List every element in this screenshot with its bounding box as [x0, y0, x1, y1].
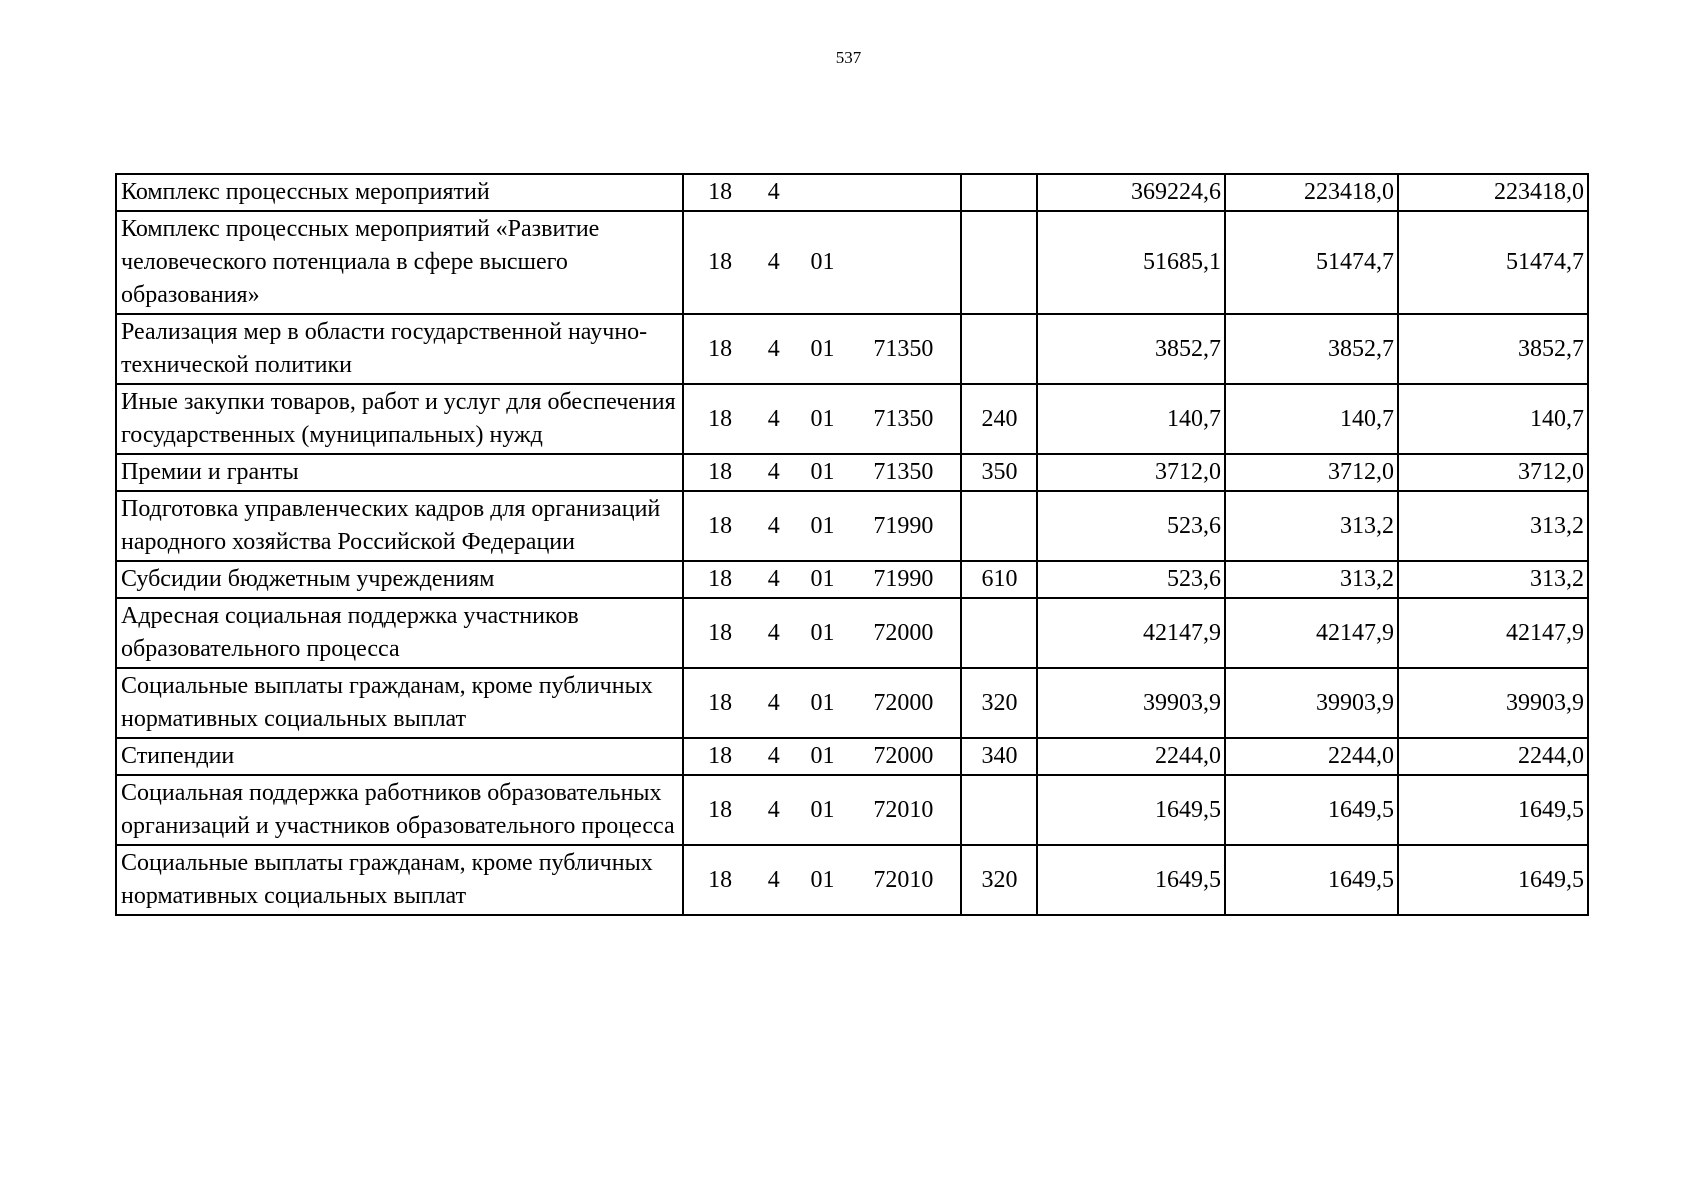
code-program: 18	[708, 405, 733, 432]
row-value-1: 42147,9	[1037, 598, 1225, 668]
row-codes	[683, 668, 961, 738]
row-value-1: 140,7	[1037, 384, 1225, 454]
code-direction: 72000	[873, 689, 934, 716]
row-name: Адресная социальная поддержка участников образовательного процесса	[116, 598, 683, 668]
code-subprogram: 4	[767, 335, 780, 362]
row-codes	[683, 598, 961, 668]
code-subprogram: 4	[767, 619, 780, 646]
row-value-2: 1649,5	[1225, 845, 1398, 915]
row-value-3: 2244,0	[1398, 738, 1588, 775]
code-subprogram: 4	[767, 796, 780, 823]
row-name: Комплекс процессных мероприятий «Развитие человеческого потенциала в сфере высшего образования»	[116, 211, 683, 314]
row-name: Стипендии	[116, 738, 683, 775]
row-name: Социальные выплаты гражданам, кроме публичных нормативных социальных выплат	[116, 845, 683, 915]
code-program: 18	[708, 743, 733, 769]
row-name: Социальные выплаты гражданам, кроме публичных нормативных социальных выплат	[116, 668, 683, 738]
table-row	[116, 561, 1588, 598]
table-row	[116, 314, 1588, 384]
row-value-2: 2244,0	[1225, 738, 1398, 775]
code-direction: 71350	[873, 459, 934, 485]
row-expense-type	[961, 314, 1037, 384]
row-name: Социальная поддержка работников образовательных организаций и участников образовательного процесса	[116, 775, 683, 845]
row-value-1: 1649,5	[1037, 775, 1225, 845]
table-row	[116, 738, 1588, 775]
code-measure: 01	[810, 405, 835, 432]
code-measure: 01	[810, 619, 835, 646]
code-program: 18	[708, 459, 733, 485]
code-subprogram: 4	[767, 249, 780, 275]
row-expense-type: 240	[961, 384, 1037, 454]
row-value-1: 3852,7	[1037, 314, 1225, 384]
row-value-1: 3712,0	[1037, 454, 1225, 491]
row-value-2: 223418,0	[1225, 174, 1398, 211]
code-measure: 01	[810, 512, 835, 539]
table-row	[116, 491, 1588, 561]
row-codes	[683, 738, 961, 775]
code-measure: 01	[810, 249, 835, 275]
row-codes	[683, 775, 961, 845]
budget-table	[115, 173, 1589, 916]
row-name: Иные закупки товаров, работ и услуг для обеспечения государственных (муниципальных) нужд	[116, 384, 683, 454]
row-value-3: 1649,5	[1398, 775, 1588, 845]
table-row	[116, 668, 1588, 738]
code-program: 18	[708, 689, 733, 716]
row-codes	[683, 384, 961, 454]
row-expense-type	[961, 491, 1037, 561]
row-value-3: 313,2	[1398, 561, 1588, 598]
row-expense-type	[961, 598, 1037, 668]
code-program: 18	[708, 866, 733, 893]
row-expense-type	[961, 775, 1037, 845]
table-row	[116, 454, 1588, 491]
row-value-3: 3852,7	[1398, 314, 1588, 384]
row-codes	[683, 314, 961, 384]
budget-table-body	[116, 174, 1588, 915]
row-value-2: 140,7	[1225, 384, 1398, 454]
row-value-2: 3852,7	[1225, 314, 1398, 384]
table-row	[116, 211, 1588, 314]
row-value-1: 1649,5	[1037, 845, 1225, 915]
code-subprogram: 4	[767, 689, 780, 716]
row-codes	[683, 211, 961, 314]
row-value-1: 2244,0	[1037, 738, 1225, 775]
row-codes	[683, 491, 961, 561]
code-subprogram: 4	[767, 743, 780, 769]
row-value-1: 523,6	[1037, 491, 1225, 561]
row-expense-type	[961, 174, 1037, 211]
row-name: Подготовка управленческих кадров для организаций народного хозяйства Российской Федерации	[116, 491, 683, 561]
code-direction: 71990	[873, 566, 934, 592]
code-subprogram: 4	[767, 566, 780, 592]
code-measure: 01	[810, 459, 835, 485]
row-expense-type: 320	[961, 668, 1037, 738]
table-row	[116, 174, 1588, 211]
row-codes	[683, 454, 961, 491]
row-value-3: 51474,7	[1398, 211, 1588, 314]
row-codes	[683, 561, 961, 598]
code-direction: 72000	[873, 743, 934, 769]
row-value-1: 523,6	[1037, 561, 1225, 598]
code-subprogram: 4	[767, 866, 780, 893]
row-value-2: 313,2	[1225, 561, 1398, 598]
row-value-3: 1649,5	[1398, 845, 1588, 915]
table-row	[116, 845, 1588, 915]
code-subprogram: 4	[767, 179, 780, 205]
code-measure: 01	[810, 566, 835, 592]
code-direction: 71350	[873, 405, 934, 432]
code-measure: 01	[810, 335, 835, 362]
code-program: 18	[708, 796, 733, 823]
row-name: Комплекс процессных мероприятий	[116, 174, 683, 211]
code-direction: 71990	[873, 512, 934, 539]
code-program: 18	[708, 619, 733, 646]
row-value-3: 39903,9	[1398, 668, 1588, 738]
code-direction: 72010	[873, 866, 934, 893]
row-name: Субсидии бюджетным учреждениям	[116, 561, 683, 598]
row-value-3: 3712,0	[1398, 454, 1588, 491]
code-measure: 01	[810, 796, 835, 823]
row-value-3: 223418,0	[1398, 174, 1588, 211]
row-expense-type: 350	[961, 454, 1037, 491]
table-row	[116, 384, 1588, 454]
code-program: 18	[708, 512, 733, 539]
code-measure: 01	[810, 689, 835, 716]
row-value-3: 42147,9	[1398, 598, 1588, 668]
row-value-2: 1649,5	[1225, 775, 1398, 845]
code-program: 18	[708, 179, 733, 205]
code-direction: 72000	[873, 619, 934, 646]
code-program: 18	[708, 566, 733, 592]
page-number: 537	[835, 48, 862, 67]
code-measure: 01	[810, 866, 835, 893]
row-value-1: 369224,6	[1037, 174, 1225, 211]
row-value-2: 313,2	[1225, 491, 1398, 561]
row-value-2: 39903,9	[1225, 668, 1398, 738]
row-expense-type	[961, 211, 1037, 314]
row-value-1: 39903,9	[1037, 668, 1225, 738]
code-program: 18	[708, 335, 733, 362]
row-codes	[683, 845, 961, 915]
row-value-3: 313,2	[1398, 491, 1588, 561]
table-row	[116, 598, 1588, 668]
code-direction: 72010	[873, 796, 934, 823]
row-name: Премии и гранты	[116, 454, 683, 491]
row-value-3: 140,7	[1398, 384, 1588, 454]
code-measure: 01	[810, 743, 835, 769]
code-subprogram: 4	[767, 459, 780, 485]
row-expense-type: 340	[961, 738, 1037, 775]
row-value-2: 42147,9	[1225, 598, 1398, 668]
row-value-2: 51474,7	[1225, 211, 1398, 314]
code-subprogram: 4	[767, 512, 780, 539]
row-expense-type: 320	[961, 845, 1037, 915]
row-expense-type: 610	[961, 561, 1037, 598]
row-name: Реализация мер в области государственной научно-технической политики	[116, 314, 683, 384]
table-row	[116, 775, 1588, 845]
code-subprogram: 4	[767, 405, 780, 432]
row-value-1: 51685,1	[1037, 211, 1225, 314]
row-value-2: 3712,0	[1225, 454, 1398, 491]
code-program: 18	[708, 249, 733, 275]
row-codes	[683, 174, 961, 211]
code-direction: 71350	[873, 335, 934, 362]
